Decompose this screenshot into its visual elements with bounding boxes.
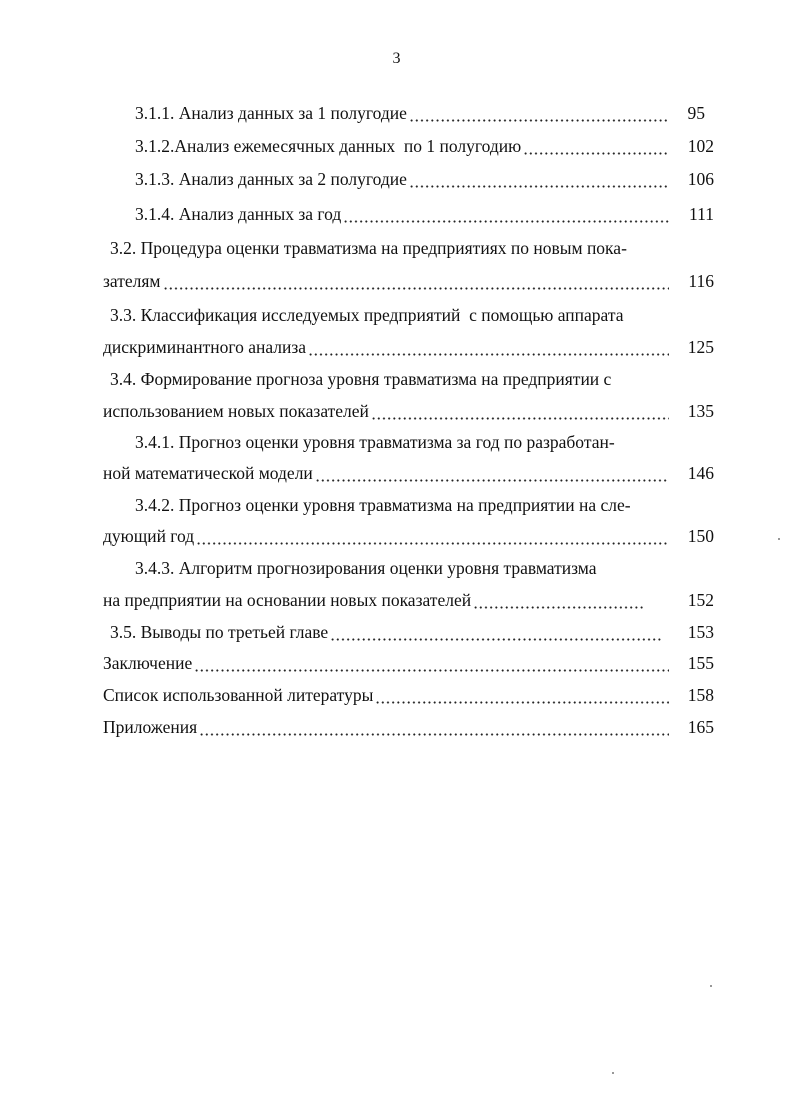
scan-speck bbox=[612, 1072, 614, 1074]
toc-page-number: 95 bbox=[687, 103, 705, 123]
scan-speck bbox=[778, 538, 780, 540]
toc-entry-3-1-2 bbox=[135, 135, 671, 157]
dot-leader bbox=[308, 336, 669, 358]
dot-leader bbox=[343, 203, 669, 225]
toc-page-number: 153 bbox=[687, 622, 714, 642]
toc-page-number: 155 bbox=[687, 653, 714, 673]
toc-entry-conclusion bbox=[103, 652, 671, 674]
toc-page-number: 146 bbox=[687, 463, 714, 483]
dot-leader bbox=[409, 168, 669, 190]
toc-entry-3-3 bbox=[103, 336, 671, 358]
dot-leader bbox=[315, 462, 669, 484]
dot-leader bbox=[371, 400, 669, 422]
toc-entry-3-1-3 bbox=[135, 168, 671, 190]
toc-entry-title: дискриминантного анализа bbox=[103, 337, 307, 357]
toc-entry-title: дующий год bbox=[103, 526, 195, 546]
toc-entry-3-1-1 bbox=[135, 102, 671, 124]
toc-entry-3-4-1-line1: 3.4.1. Прогноз оценки уровня травматизма за год по разработан- bbox=[135, 432, 615, 452]
toc-page-number: 106 bbox=[687, 169, 714, 189]
toc-entry-3-3-line1: 3.3. Классификация исследуемых предприятий с помощью аппарата bbox=[110, 305, 624, 325]
toc-entry-3-4-2 bbox=[103, 525, 671, 547]
toc-page-number: 125 bbox=[687, 337, 714, 357]
toc-entry-title: использованием новых показателей bbox=[103, 401, 369, 421]
toc-entry-references bbox=[103, 684, 671, 706]
scan-speck bbox=[710, 985, 712, 987]
toc-page-number: 135 bbox=[687, 401, 714, 421]
toc-entry-3-4-1 bbox=[103, 462, 671, 484]
toc-entry-3-2-line1: 3.2. Процедура оценки травматизма на предприятиях по новым пока- bbox=[110, 238, 627, 258]
toc-entry-title: 3.1.2.Анализ ежемесячных данных по 1 полугодию bbox=[135, 136, 522, 156]
dot-leader bbox=[523, 135, 669, 157]
toc-entry-title: Список использованной литературы bbox=[103, 685, 374, 705]
toc-entry-3-2 bbox=[103, 270, 671, 292]
dot-leader bbox=[163, 270, 670, 292]
toc-entry-3-5 bbox=[110, 621, 664, 643]
toc-page-number: 111 bbox=[689, 204, 714, 224]
toc-entry-title: Заключение bbox=[103, 653, 193, 673]
toc-entry-title: 3.1.4. Анализ данных за год bbox=[135, 204, 342, 224]
dot-leader bbox=[194, 652, 669, 674]
toc-entry-title: 3.1.1. Анализ данных за 1 полугодие bbox=[135, 103, 407, 123]
toc-entry-3-4-line1: 3.4. Формирование прогноза уровня травматизма на предприятии с bbox=[110, 369, 612, 389]
toc-page-number: 102 bbox=[687, 136, 714, 156]
toc-page-number: 150 bbox=[687, 526, 714, 546]
toc-entry-title: Приложения bbox=[103, 717, 198, 737]
toc-entry-title: зателям bbox=[103, 271, 161, 291]
dot-leader bbox=[199, 716, 669, 738]
page-number: 3 bbox=[392, 50, 401, 67]
toc-entry-3-4-2-line1: 3.4.2. Прогноз оценки уровня травматизма на предприятии на сле- bbox=[135, 495, 631, 515]
dot-leader bbox=[196, 525, 669, 547]
dot-leader bbox=[330, 621, 662, 643]
dot-leader bbox=[409, 102, 669, 124]
toc-page-number: 165 bbox=[687, 717, 714, 737]
toc-entry-3-4-3 bbox=[103, 589, 647, 611]
dot-leader bbox=[473, 589, 645, 611]
toc-entry-appendix bbox=[103, 716, 671, 738]
toc-page-number: 116 bbox=[688, 271, 714, 291]
toc-entry-title: 3.1.3. Анализ данных за 2 полугодие bbox=[135, 169, 407, 189]
toc-entry-3-1-4 bbox=[135, 203, 671, 225]
toc-entry-title: ной математической модели bbox=[103, 463, 313, 483]
toc-entry-3-4-3-line1: 3.4.3. Алгоритм прогнозирования оценки уровня травматизма bbox=[135, 558, 597, 578]
toc-entry-title: на предприятии на основании новых показателей bbox=[103, 590, 472, 610]
toc-entry-title: 3.5. Выводы по третьей главе bbox=[110, 622, 329, 642]
dot-leader bbox=[375, 684, 669, 706]
toc-entry-3-4 bbox=[103, 400, 671, 422]
toc-page-number: 152 bbox=[687, 590, 714, 610]
toc-page-number: 158 bbox=[687, 685, 714, 705]
